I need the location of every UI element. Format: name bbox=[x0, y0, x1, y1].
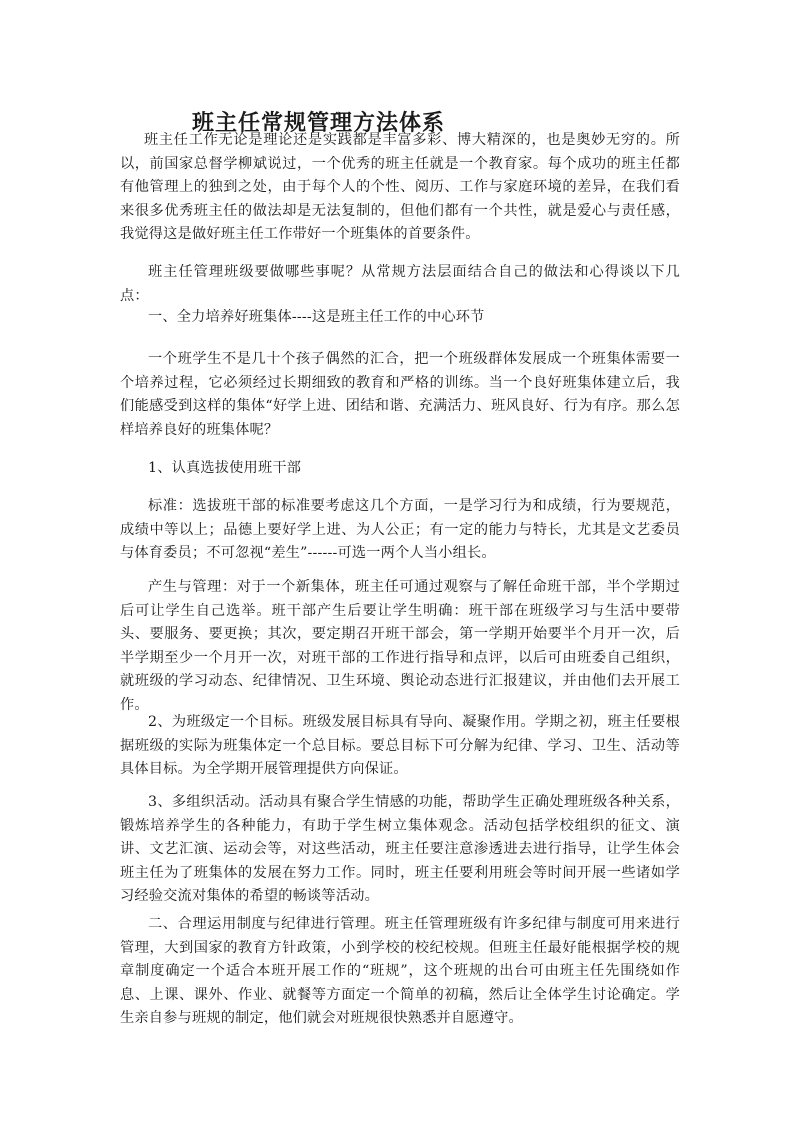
paragraph-class-goal: 2、为班级定一个目标。班级发展目标具有导向、凝聚作用。学期之初，班主任要根据班级的实际为班集体定一个总目标。要总目标下可分解为纪律、学习、卫生、活动等具体目标。为全学期开展管理提供方向保证。 bbox=[120, 714, 680, 778]
heading-subsection-1: 1、认真选拔使用班干部 bbox=[148, 460, 302, 476]
paragraph-selection-criteria: 标准：选拔班干部的标准要考虑这几个方面，一是学习行为和成绩，行为要规范，成绩中等以上；品德上要好学上进、为人公正；有一定的能力与特长，尤其是文艺委员与体育委员；不可忽视“差生”------可选一两个人当小组长。 bbox=[120, 498, 680, 562]
paragraph-election-management: 产生与管理：对于一个新集体，班主任可通过观察与了解任命班干部，半个学期过后可让学生自己选举。班干部产生后要让学生明确：班干部在班级学习与生活中要带头、要服务、要更换；其次，要定期召开班干部会，第一学期开始要半个月开一次，后半学期至少一个月开一次，对班干部的工作进行指导和点评，以后可由班委自己组织，就班级的学习动态、纪律情况、卫生环境、舆论动态进行汇报建议，并由他们去开展工作。 bbox=[120, 579, 680, 713]
paragraph-question: 班主任管理班级要做哪些事呢？从常规方法层面结合自己的做法和心得谈以下几点： bbox=[120, 264, 680, 304]
heading-section-1: 一、全力培养好班集体----这是班主任工作的中心环节 bbox=[148, 309, 485, 325]
paragraph-activities: 3、多组织活动。活动具有聚合学生情感的功能，帮助学生正确处理班级各种关系，锻炼培养学生的各种能力，有助于学生树立集体观念。活动包括学校组织的征文、演讲、文艺汇演、运动会等，对这些活动，班主任要注意渗透进去进行指导，让学生体会班主任为了班集体的发展在努力工作。同时，班主任要利用班会等时间开展一些诸如学习经验交流对集体的希望的畅谈等活动。 bbox=[120, 794, 680, 905]
paragraph-intro: 班主任工作无论是理论还是实践都是丰富多彩、博大精深的，也是奥妙无穷的。所以，前国家总督学柳斌说过，一个优秀的班主任就是一个教育家。每个成功的班主任都有他管理上的独到之处，由于每个人的个性、阅历、工作与家庭环境的差异，在我们看来很多优秀班主任的做法却是无法复制的，但他们都有一个共性，就是爱心与责任感，我觉得这是做好班主任工作带好一个班集体的首要条件。 bbox=[120, 132, 680, 243]
paragraph-rules-discipline: 二、合理运用制度与纪律进行管理。班主任管理班级有许多纪律与制度可用来进行管理，大到国家的教育方针政策，小到学校的校纪校规。但班主任最好能根据学校的规章制度确定一个适合本班开展工作的“班规”，这个班规的出台可由班主任先围绕如作息、上课、课外、作业、就餐等方面定一个简单的初稿，然后让全体学生讨论确定。学生亲自参与班规的制定，他们就会对班规很快熟悉并自愿遵守。 bbox=[120, 916, 680, 1027]
document-title: 班主任常规管理方法体系 bbox=[192, 111, 446, 136]
paragraph-class-collective: 一个班学生不是几十个孩子偶然的汇合，把一个班级群体发展成一个班集体需要一个培养过程，它必须经过长期细致的教育和严格的训练。当一个良好班集体建立后，我们能感受到这样的集体“好学上进、团结和谐、充满活力、班风良好、行为有序。那么怎样培养良好的班集体呢？ bbox=[120, 351, 680, 438]
